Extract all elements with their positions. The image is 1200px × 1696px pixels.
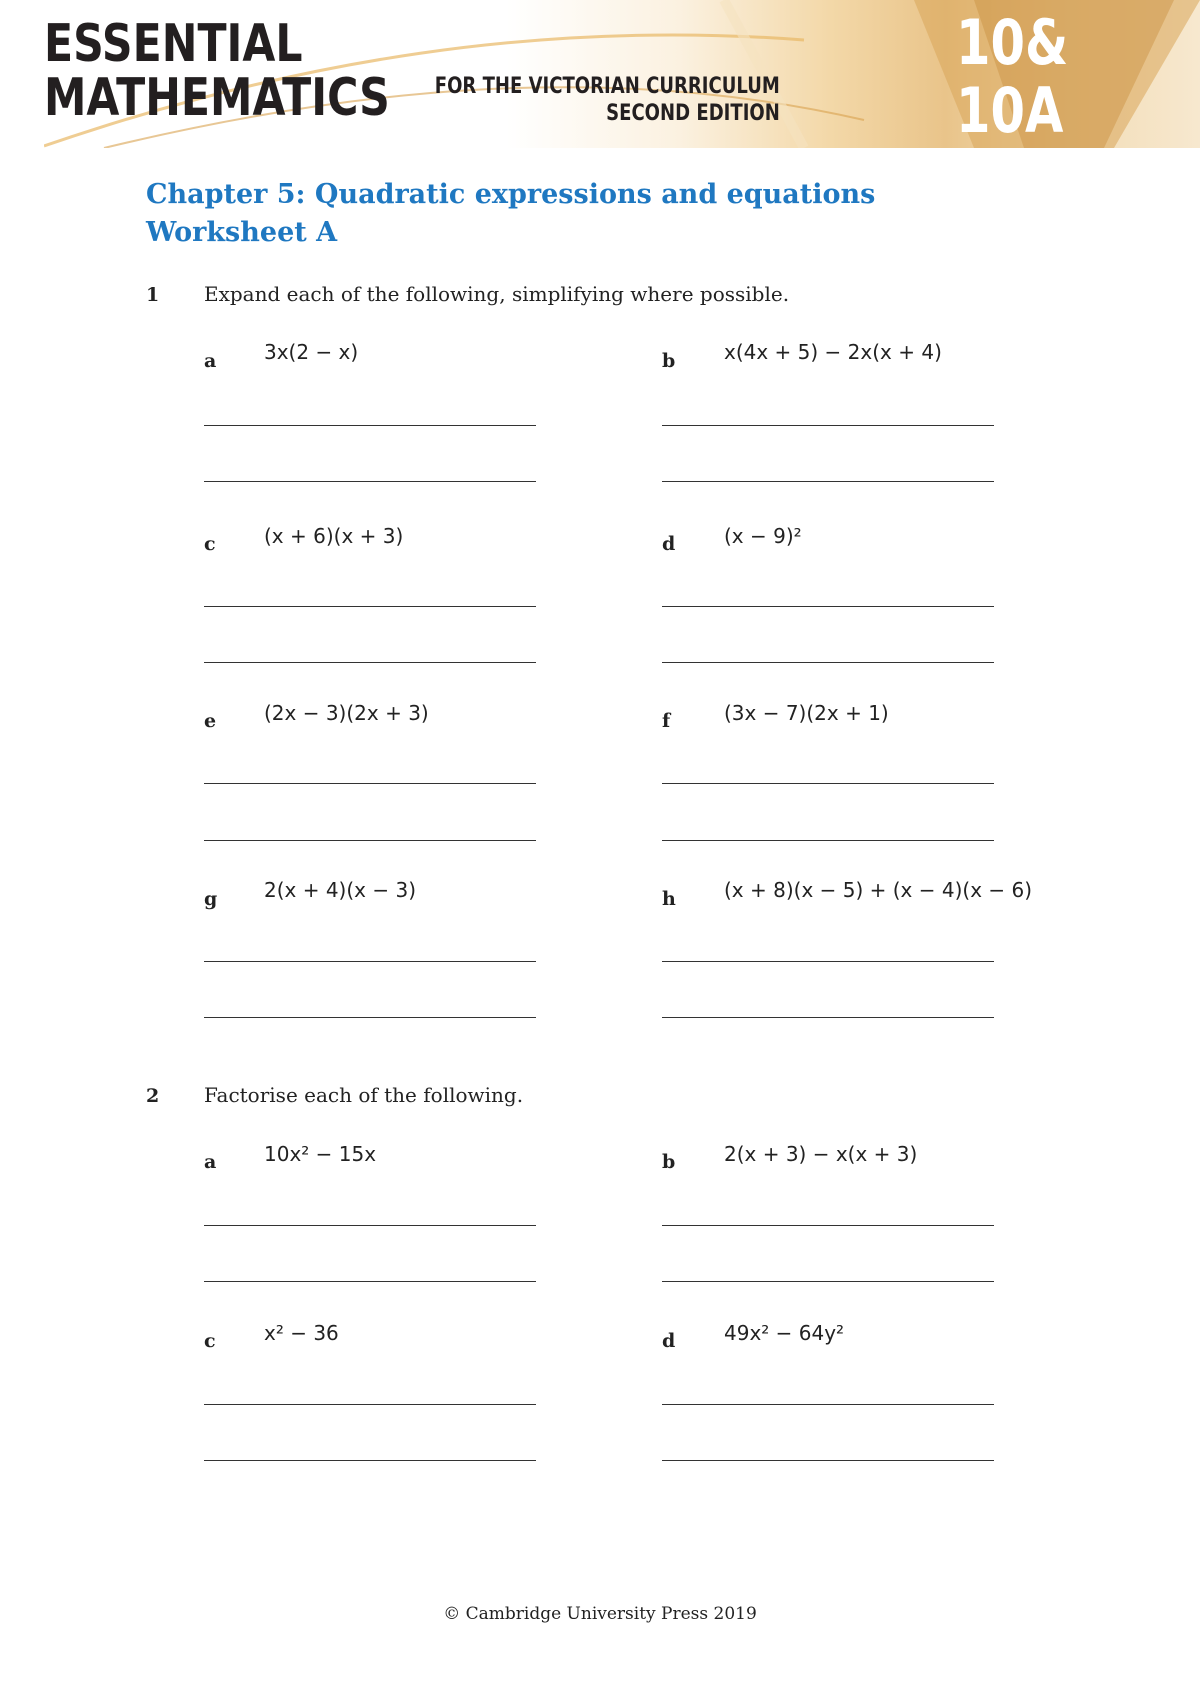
part-expression: (x + 8)(x − 5) + (x − 4)(x − 6) [724,878,1033,902]
question-number: 2 [146,1085,160,1107]
answer-line[interactable] [662,425,994,426]
copyright-footer: © Cambridge University Press 2019 [443,1604,757,1624]
subtitle-curriculum: FOR THE VICTORIAN CURRICULUM [434,74,780,99]
year-level-top: 10& [956,6,1069,79]
part-expression: 2(x + 3) − x(x + 3) [724,1142,918,1166]
worksheet-title: Worksheet A [146,217,338,248]
answer-line[interactable] [204,481,536,482]
part-label: c [204,1330,216,1352]
part-expression: 3x(2 − x) [264,340,359,364]
answer-line[interactable] [204,1460,536,1461]
chapter-title: Chapter 5: Quadratic expressions and equations [146,179,876,210]
question-number: 1 [146,284,160,306]
part-label: a [204,350,217,372]
part-expression: (x + 6)(x + 3) [264,524,404,548]
part-label: e [204,710,217,732]
answer-line[interactable] [662,840,994,841]
answer-line[interactable] [204,1281,536,1282]
part-label: g [204,888,218,910]
part-label: b [662,350,676,372]
answer-line[interactable] [662,1404,994,1405]
year-level-bottom: 10A [956,74,1064,147]
answer-line[interactable] [662,1017,994,1018]
part-expression: 2(x + 4)(x − 3) [264,878,417,902]
part-expression: x(4x + 5) − 2x(x + 4) [724,340,942,364]
question-text: Expand each of the following, simplifying where possible. [204,282,790,306]
part-label: h [662,888,676,910]
answer-line[interactable] [204,1225,536,1226]
answer-line[interactable] [204,1017,536,1018]
answer-line[interactable] [204,606,536,607]
part-expression: 49x² − 64y² [724,1321,845,1345]
page-title [146,176,875,252]
subtitle-edition: SECOND EDITION [606,101,780,126]
header-banner [44,0,1200,148]
part-label: f [662,710,671,732]
brand-essential: ESSENTIAL [44,14,303,74]
answer-line[interactable] [662,1281,994,1282]
answer-line[interactable] [204,840,536,841]
answer-line[interactable] [662,606,994,607]
answer-line[interactable] [662,1460,994,1461]
part-expression: (2x − 3)(2x + 3) [264,701,429,725]
part-label: c [204,533,216,555]
answer-line[interactable] [662,783,994,784]
answer-line[interactable] [662,662,994,663]
part-label: a [204,1151,217,1173]
answer-line[interactable] [204,961,536,962]
answer-line[interactable] [662,481,994,482]
answer-line[interactable] [662,1225,994,1226]
part-label: b [662,1151,676,1173]
part-expression: (x − 9)² [724,524,802,548]
part-expression: 10x² − 15x [264,1142,377,1166]
answer-line[interactable] [204,425,536,426]
question-text: Factorise each of the following. [204,1083,524,1107]
brand-mathematics: MATHEMATICS [44,68,390,128]
answer-line[interactable] [204,662,536,663]
part-label: d [662,1330,676,1352]
answer-line[interactable] [204,783,536,784]
part-expression: (3x − 7)(2x + 1) [724,701,889,725]
answer-line[interactable] [662,961,994,962]
part-label: d [662,533,676,555]
answer-line[interactable] [204,1404,536,1405]
part-expression: x² − 36 [264,1321,339,1345]
